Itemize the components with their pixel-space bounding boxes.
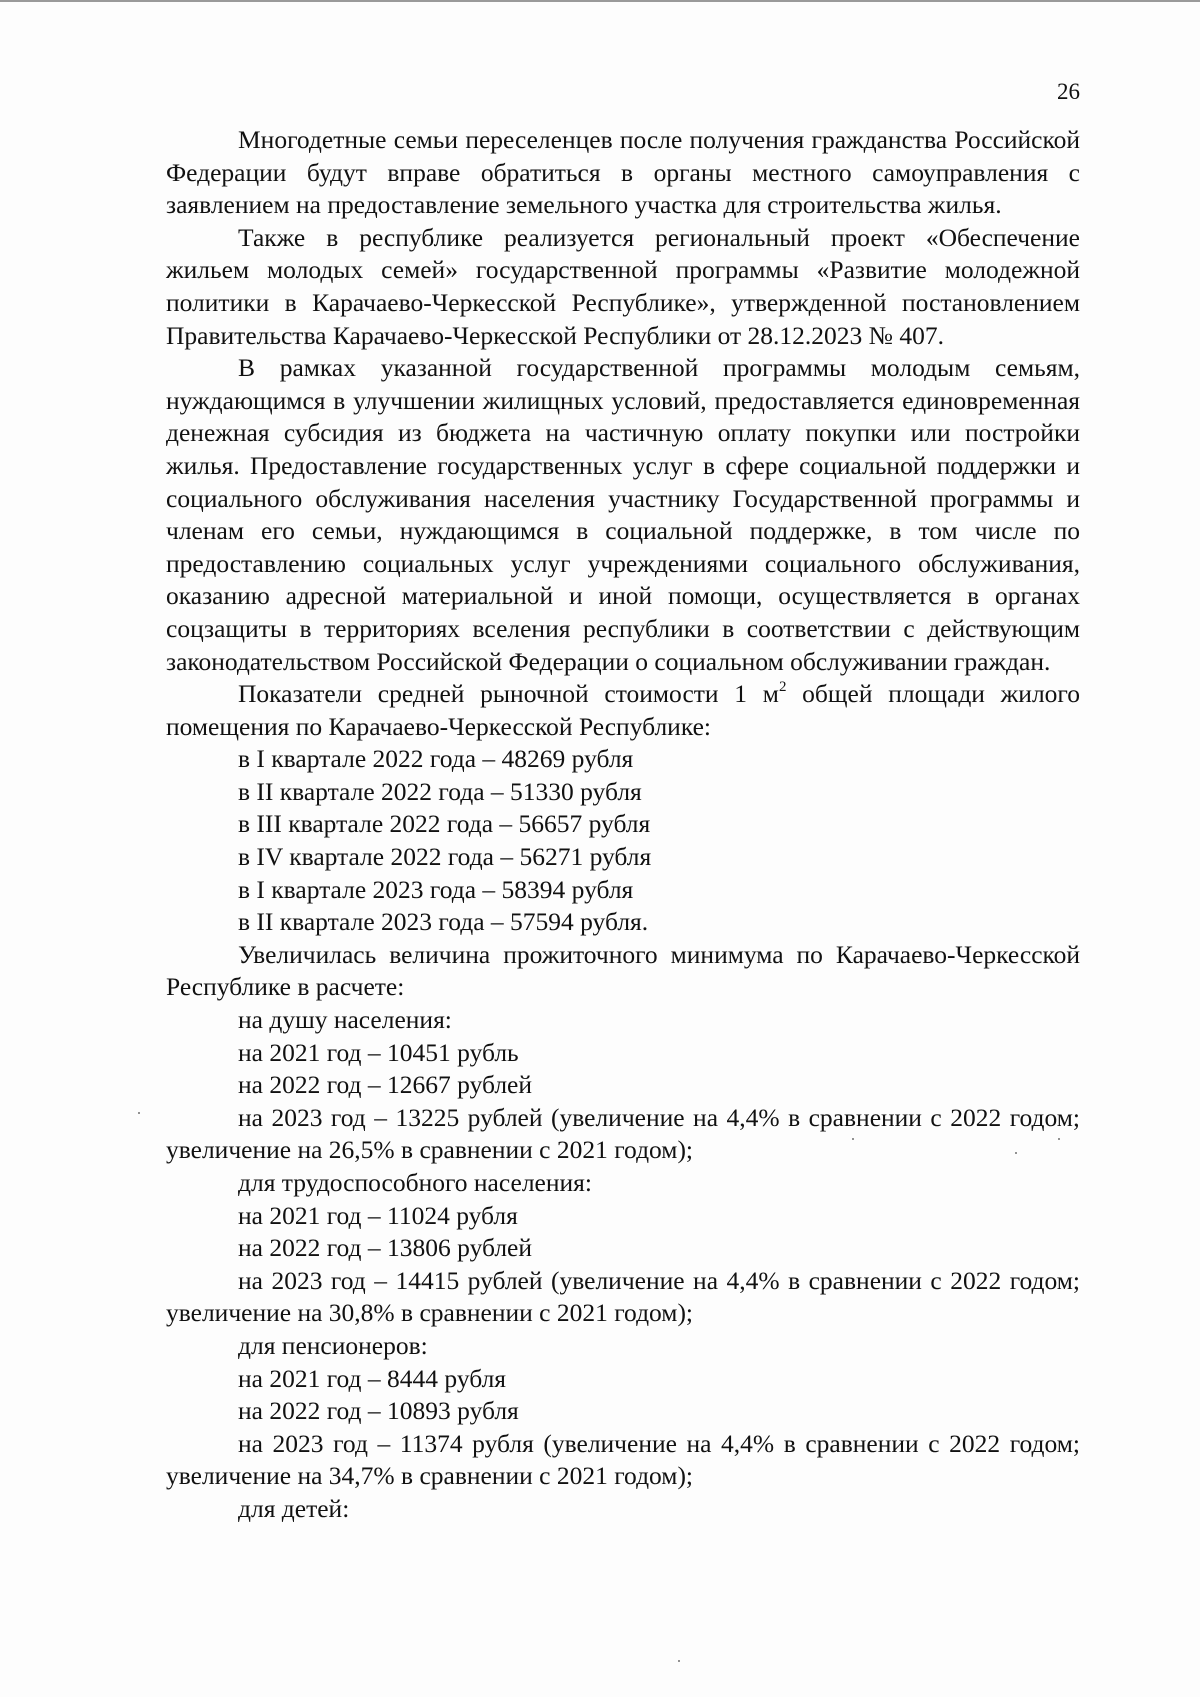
price-q2-2023: в II квартале 2023 года – 57594 рубля. (238, 907, 649, 937)
scan-speck (1015, 1152, 1017, 1154)
paragraph-resettler-families: Многодетные семьи переселенцев после получения гражданства Российской Федерации будут вправе обратиться в органы местного самоуправления с заявлением на предоставление земельного участка для строительства жилья. (166, 125, 1080, 220)
page-top-edge (0, 0, 1200, 2)
pensioners-2022: на 2022 год – 10893 рубля (238, 1396, 519, 1426)
scan-speck (1058, 1138, 1060, 1140)
housing-price-list (166, 743, 1080, 939)
paragraph-subsidy: В рамках указанной государственной программы молодым семьям, нуждающимся в улучшении жилищных условий, предоставляется единовременная денежная субсидия из бюджета на частичную оплату покупки или постройки жилья. Предоставление государственных услуг в сфере социальной поддержки и социального обслуживания населения участнику Государственной программы и членам его семьи, нуждающимся в социальной поддержке, в том числе по предоставлению социальных услуг учреждениями социального обслуживания, оказанию адресной материальной и иной помощи, осуществляется в органах соцзащиты в территориях вселения республики в соответствии с действующим законодательством Российской Федерации о социальном обслуживании граждан. (166, 353, 1080, 676)
housing-price-intro-text: Показатели средней рыночной стоимости 1 м (238, 679, 779, 709)
per-capita-2023: на 2023 год – 13225 рублей (увеличение на 4,4% в сравнении с 2022 годом; увеличение на 26,5% в сравнении с 2021 годом); (166, 1102, 1080, 1165)
square-superscript: 2 (778, 678, 787, 695)
price-q2-2022: в II квартале 2022 года – 51330 рубля (238, 776, 642, 806)
working-age-2022: на 2022 год – 13806 рублей (238, 1233, 533, 1263)
paragraph-minimum-intro: Увеличилась величина прожиточного минимума по Карачаево-Черкесской Республике в расчете: (166, 939, 1080, 1002)
scan-speck (138, 1112, 140, 1114)
housing-price-intro-text-end: общей площади жилого помещения по Карачаево-Черкесской Республике: (166, 679, 1080, 741)
working-age-2023: на 2023 год – 14415 рублей (увеличение на 4,4% в сравнении с 2022 годом; увеличение на 30,8% в сравнении с 2021 годом); (166, 1265, 1080, 1328)
working-age-section (166, 1167, 1080, 1330)
children-section (166, 1493, 1080, 1526)
pensioners-heading: для пенсионеров: (238, 1330, 428, 1360)
per-capita-2021: на 2021 год – 10451 рубль (238, 1037, 519, 1067)
page-number: 26 (1057, 79, 1080, 104)
price-q1-2023: в I квартале 2023 года – 58394 рубля (238, 874, 634, 904)
price-q4-2022: в IV квартале 2022 года – 56271 рубля (238, 842, 652, 872)
working-age-2021: на 2021 год – 11024 рубля (238, 1200, 518, 1230)
per-capita-section (166, 1004, 1080, 1167)
document-body (166, 124, 1080, 1526)
children-heading: для детей: (238, 1493, 350, 1523)
per-capita-2022: на 2022 год – 12667 рублей (238, 1070, 533, 1100)
price-q1-2022: в I квартале 2022 года – 48269 рубля (238, 744, 634, 774)
pensioners-2023: на 2023 год – 11374 рубля (увеличение на 4,4% в сравнении с 2022 годом; увеличение на 34,7% в сравнении с 2021 годом); (166, 1428, 1080, 1491)
paragraph-young-families-project: Также в республике реализуется региональный проект «Обеспечение жильем молодых семей» государственной программы «Развитие молодежной политики в Карачаево-Черкесской Республике», утвержденной постановлением Правительства Карачаево-Черкесской Республики от 28.12.2023 № 407. (166, 222, 1080, 350)
per-capita-heading: на душу населения: (238, 1005, 452, 1035)
working-age-heading: для трудоспособного населения: (238, 1168, 592, 1197)
paragraph-housing-price-intro (166, 678, 1080, 743)
pensioners-2021: на 2021 год – 8444 рубля (238, 1363, 507, 1393)
scan-speck (852, 1138, 854, 1140)
price-q3-2022: в III квартале 2022 года – 56657 рубля (238, 809, 651, 839)
scan-speck (678, 1660, 680, 1662)
pensioners-section (166, 1330, 1080, 1493)
